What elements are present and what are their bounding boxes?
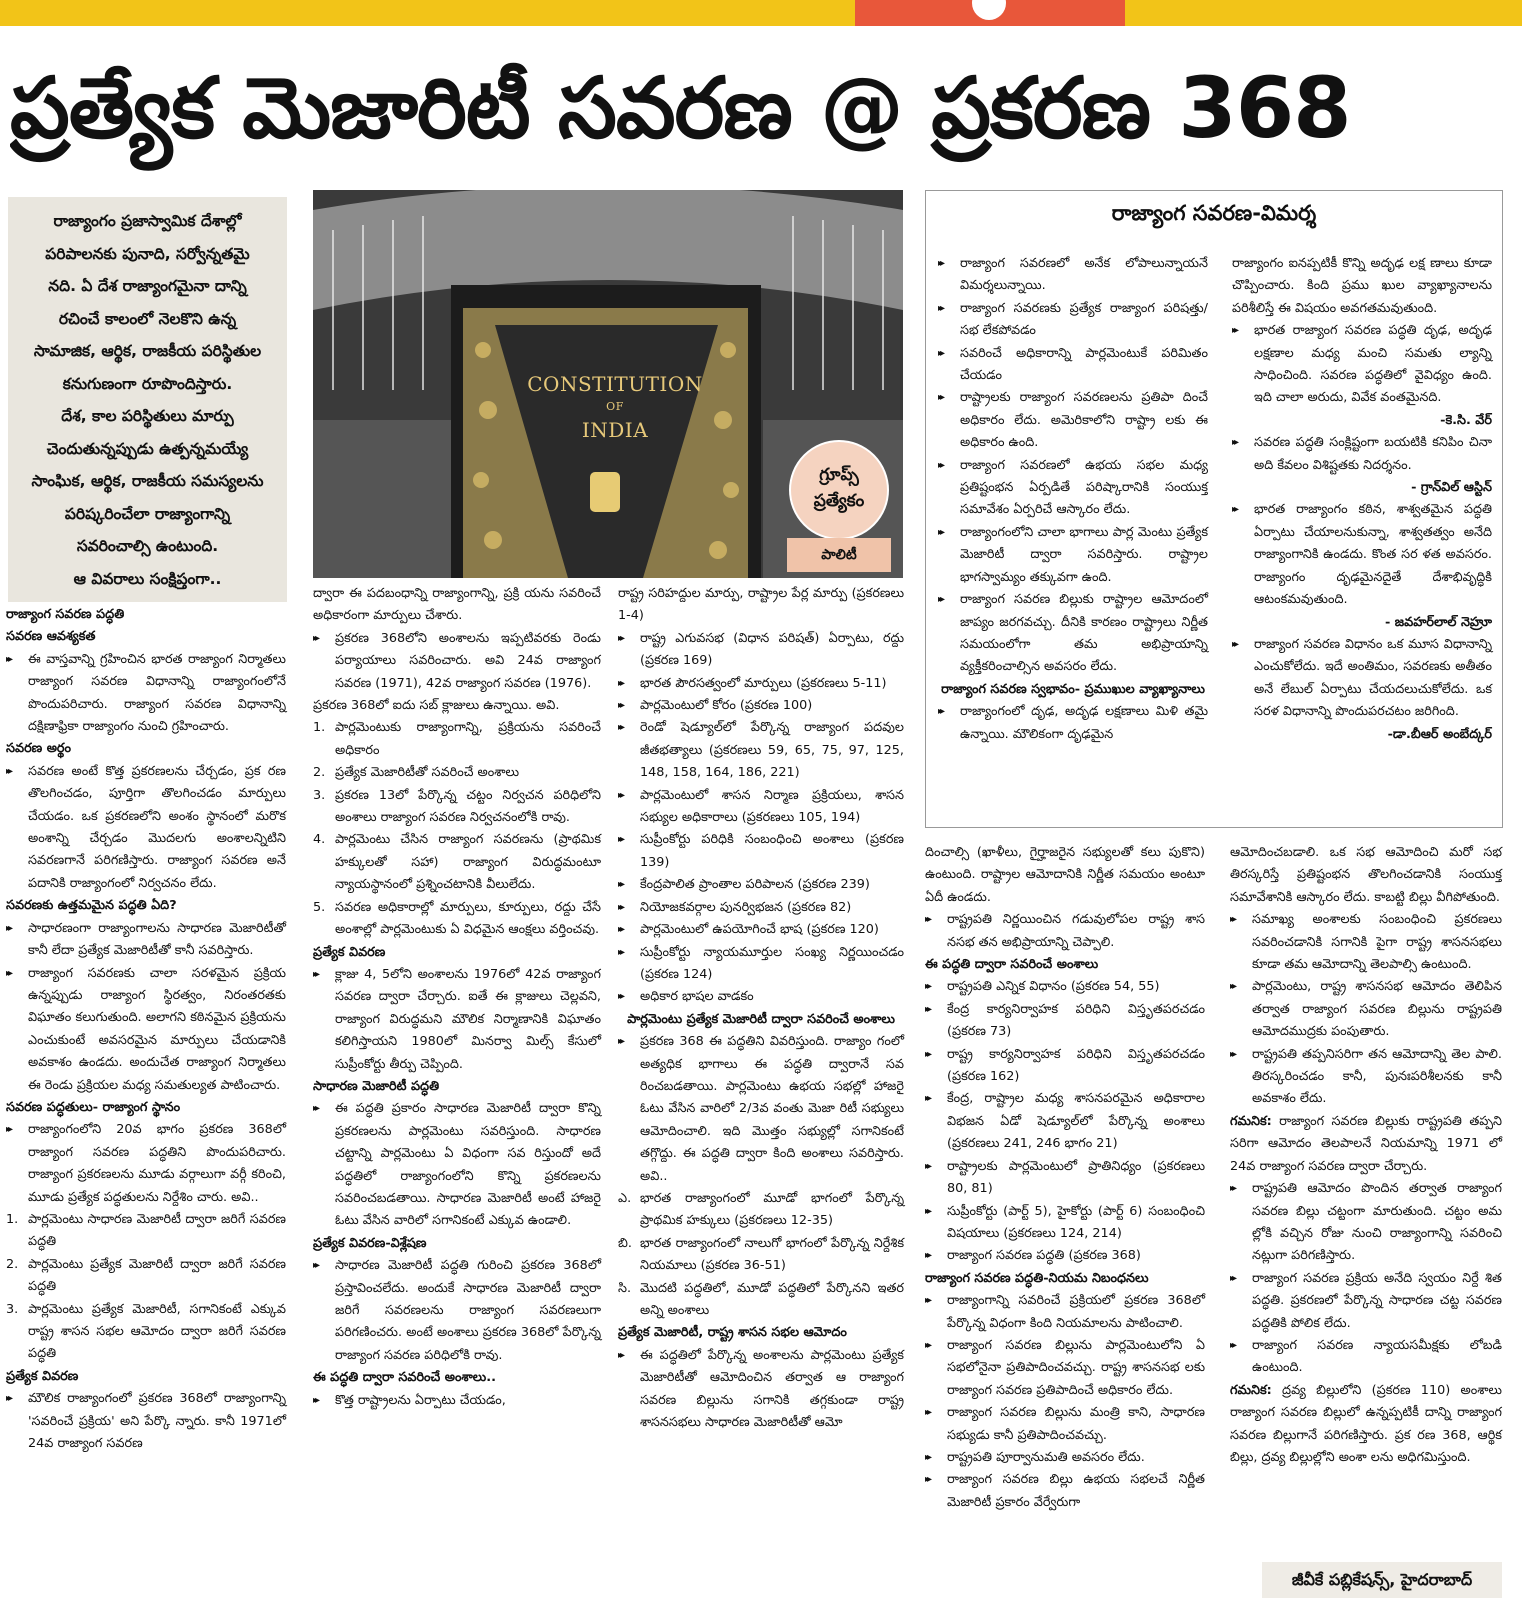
bullet-paragraph: ▸▸ క్లాజు 4, 5లోని అంశాలను 1976లో 42వ రాజ్యాంగ సవరణ ద్వారా చేర్చారు. ఐతే ఈ క్లాజులు చెల్లవని, రాజ్యాంగ విరుద్ధమని మౌలిక నిర్మాణానికి విఘాతం కలిగిస్తాయని 1980లో మినర్వా మిల్స్ కేసులో సుప్రీంకోర్టు తీర్పు చెప్పింది.: [313, 964, 601, 1076]
numbered-item: [313, 829, 601, 896]
bullet-paragraph: ▸▸ సాధారణ మెజారిటీ పద్ధతి గురించి ప్రకరణ 368లో ప్రస్తావించలేదు. అందుకే సాధారణ మెజారిటీ ద్వారా జరిగే సవరణలను రాజ్యాంగ సవరణలుగా పరిగణించరు. అంటే అంశాలు ప్రకరణ 368లో పేర్కొన్న రాజ్యాంగ సవరణ పరిధిలోకి రావు.: [313, 1255, 601, 1367]
bullet-paragraph: ▸▸ సవరణ అంటే కొత్త ప్రకరణలను చేర్చడం, ప్రక రణ తొలగించడం, పూర్తిగా తొలగించడం మార్పులు చేయడం. ఒక ప్రకరణలోని అంశం స్థానంలో మరొక అంశాన్ని చేర్చడం మొదలగు అంశాలన్నిటిని సవరణగానే పరిగణిస్తారు. రాజ్యాంగ సవరణ అనే పదానికి రాజ్యాంగంలో నిర్వచనం లేదు.: [6, 761, 286, 895]
publisher-credit: జీవీకే పబ్లికేషన్స్, హైదరాబాద్: [1262, 1562, 1502, 1598]
bullet-paragraph: ▸▸ భారత రాజ్యాంగ సవరణ పద్ధతి దృఢ, అదృఢ లక్షణాల మధ్య మంచి సమతు ల్యాన్ని సాధించింది. సవరణ పద్ధతిలో వైవిధ్యం ఉంది. ఇది చాలా అరుదు, వివేక వంతమైనది.: [1232, 320, 1492, 410]
intro-line: కనుగుణంగా రూపొందిస్తారు.: [62, 374, 233, 393]
section-heading-centered: రాజ్యాంగ సవరణ స్వభావం- ప్రముఖుల వ్యాఖ్యానాలు: [941, 681, 1205, 697]
bullet-paragraph: ▸▸ రాష్ట్ర ఎగువసభ (విధాన పరిషత్) ఏర్పాటు, రద్దు (ప్రకరణ 169): [618, 628, 904, 673]
item-number: సి.: [618, 1280, 632, 1296]
bullet-paragraph: ▸▸ అధికార భాషల వాడకం: [618, 986, 904, 1008]
item-number: 2.: [313, 765, 326, 781]
quote-attribution: - జవహర్‌లాల్ నెహ్రూ: [1384, 614, 1492, 630]
bullet-paragraph: ▸▸ కొత్త రాష్ట్రాలను ఏర్పాటు చేయడం,: [313, 1390, 601, 1412]
item-number: 2.: [6, 1256, 19, 1272]
paragraph: ఆమోదించబడాలి. ఒక సభ ఆమోదించి మరో సభ తిరస్కరిస్తే ప్రతిష్టంభన తొలగించడానికి సంయుక్త సమావేశానికి ఆస్కారం లేదు. కాబట్టి బిల్లు వీగిపోతుంది.: [1230, 845, 1502, 905]
bullet-paragraph: ▸▸ రాజ్యాంగ సవరణ బిల్లు ఉభయ సభలచే నిర్ణీత మెజారిటీ ప్రకారం వేర్వేరుగా: [925, 1469, 1205, 1514]
column-3: [618, 583, 904, 1434]
item-text: ప్రకరణ 13లో పేర్కొన్న చట్టం నిర్వచన పరిధిలోని అంశాలు రాజ్యాంగ సవరణ నిర్వచనంలోకి రావు.: [335, 787, 601, 826]
paragraph: దించాల్సి (ఖాళీలు, గైర్హాజరైన సభ్యులతో కలు పుకొని) ఉంటుంది. రాష్ట్రాల ఆమోదానికి నిర్ణీత సమయం అంటూ ఏదీ ఉండదు.: [925, 845, 1205, 905]
section-heading: సవరణ అర్థం: [6, 741, 72, 757]
section-heading: ప్రత్యేక మెజారిటీ, రాష్ట్ర శాసన సభల ఆమోదం: [618, 1325, 847, 1341]
intro-line: సామాజిక, ఆర్థిక, రాజకీయ పరిస్థితుల: [33, 342, 262, 360]
section-heading: సవరణ ఆవశ్యకత: [6, 629, 96, 645]
bullet-paragraph: ▸▸ రాజ్యాంగ సవరణలో ఉభయ సభల మధ్య ప్రతిష్టంభన ఏర్పడితే పరిష్కారానికి సంయుక్త సమావేశం ఏర్పరిచే ఆస్కారం లేదు.: [938, 455, 1208, 522]
note-label: గమనిక:: [1230, 1382, 1272, 1398]
bullet-paragraph: ▸▸ రాష్ట్రాలకు పార్లమెంటులో ప్రాతినిధ్యం (ప్రకరణలు 80, 81): [925, 1156, 1205, 1201]
numbered-item: [6, 1254, 286, 1299]
item-number: 1.: [6, 1211, 19, 1227]
section-heading-centered: పార్లమెంటు ప్రత్యేక మెజారిటీ ద్వారా సవరించే అంశాలు: [627, 1011, 895, 1027]
bullet-paragraph: ▸▸ సమాఖ్య అంశాలకు సంబంధించి ప్రకరణలు సవరించడానికి సగానికి పైగా రాష్ట్ర శాసనసభలు కూడా తమ ఆమోదాన్ని తెలపాల్సి ఉంటుంది.: [1230, 909, 1502, 976]
section-heading: సవరణకు ఉత్తమమైన పద్ధతి ఏది?: [6, 898, 177, 914]
book-title-line3: INDIA: [581, 418, 649, 442]
item-number: ఎ.: [618, 1190, 632, 1206]
box-column-right: [1232, 253, 1492, 746]
section-heading: సాధారణ మెజారిటీ పద్ధతి: [313, 1078, 440, 1094]
book-title-line1: CONSTITUTION: [527, 372, 703, 396]
bullet-paragraph: ▸▸ నియోజకవర్గాల పునర్విభజన (ప్రకరణ 82): [618, 897, 904, 919]
bullet-paragraph: ▸▸ రాష్ట్రపతి తప్పనిసరిగా తన ఆమోదాన్ని తెల పాలి. తిరస్కరించడం కానీ, పునఃపరిశీలనకు కానీ అవకాశం లేదు.: [1230, 1044, 1502, 1111]
badge-line2: ప్రత్యేకం: [813, 491, 865, 511]
item-text: పార్లమెంటు ప్రత్యేక మెజారిటీ ద్వారా జరిగే సవరణ పద్ధతి: [28, 1256, 286, 1295]
numbered-item: [313, 762, 601, 784]
intro-line: నది. ఏ దేశ రాజ్యాంగమైనా దాన్ని: [48, 277, 247, 295]
intro-line: రాజ్యాంగం ప్రజాస్వామిక దేశాల్లో: [53, 212, 242, 230]
paragraph: రాష్ట్ర సరిహద్దుల మార్పు, రాష్ట్రాల పేర్ల మార్పు (ప్రకరణలు 1-4): [618, 586, 904, 624]
bullet-paragraph: ▸▸ ప్రకరణ 368లోని అంశాలను ఇప్పటివరకు రెండు పర్యాయాలు సవరించారు. అవి 24వ రాజ్యాంగ సవరణ (1971), 42వ రాజ్యాంగ సవరణ (1976).: [313, 628, 601, 695]
item-text: భారత రాజ్యాంగంలో నాలుగో భాగంలో పేర్కొన్న నిర్దేశిక నియమాలు (ప్రకరణ 36-51): [640, 1235, 904, 1274]
box-column-left: [938, 253, 1208, 746]
bullet-paragraph: ▸▸ రాజ్యాంగ సవరణలో అనేక లోపాలున్నాయనే విమర్శలున్నాయి.: [938, 253, 1208, 298]
item-number: 3.: [6, 1301, 19, 1317]
bullet-paragraph: ▸▸ రెండో షెడ్యూల్‌లో పేర్కొన్న రాజ్యాంగ పదవుల జీతభత్యాలు (ప్రకరణలు 59, 65, 75, 97, 125, 148, 158, 164, 186, 221): [618, 717, 904, 784]
bullet-paragraph: ▸▸ పార్లమెంటు, రాష్ట్ర శాసనసభ ఆమోదం తెలిపిన తర్వాత రాజ్యాంగ సవరణ బిల్లును రాష్ట్రపతి ఆమోదముద్రకు పంపుతారు.: [1230, 976, 1502, 1043]
bullet-paragraph: ▸▸ రాజ్యాంగ సవరణ బిల్లును పార్లమెంటులోని ఏ సభలోనైనా ప్రతిపాదించవచ్చు. రాష్ట్ర శాసనసభ లకు రాజ్యాంగ సవరణ ప్రతిపాదించే అధికారం లేదు.: [925, 1335, 1205, 1402]
numbered-item: [618, 1188, 904, 1233]
item-text: పార్లమెంటు సాధారణ మెజారిటీ ద్వారా జరిగే సవరణ పద్ధతి: [28, 1211, 286, 1250]
bullet-paragraph: ▸▸ రాజ్యాంగ సవరణ ప్రక్రియ అనేది స్వయం నిర్దే శిత పద్ధతి. ప్రకరణలో పేర్కొన్న సాధారణ చట్ట సవరణ పద్ధతికి పోలిక లేదు.: [1230, 1268, 1502, 1335]
top-color-bar: [0, 0, 1522, 26]
bullet-paragraph: ▸▸ పార్లమెంటులో ఉపయోగించే భాష (ప్రకరణ 120): [618, 919, 904, 941]
note-paragraph: [1230, 1111, 1502, 1178]
item-number: 5.: [313, 899, 326, 915]
bullet-paragraph: ▸▸ పార్లమెంటులో శాసన నిర్మాణ ప్రక్రియలు, శాసన సభ్యుల అధికారాలు (ప్రకరణలు 105, 194): [618, 785, 904, 830]
bullet-paragraph: ▸▸ ప్రకరణ 368 ఈ పద్ధతిని వివరిస్తుంది. రాజ్యాం గంలో అత్యధిక భాగాలు ఈ పద్ధతి ద్వారానే సవ రించబడతాయి. పార్లమెంటు ఉభయ సభల్లో హాజరై ఓటు వేసిన వారిలో 2/3వ వంతు మెజా రిటీ సభ్యులు ఆమోదించాలి. ఇది మొత్తం సభ్యుల్లో సగానికంటే తగ్గొద్దు. ఈ పద్ధతి ద్వారా కింది అంశాలు సవరిస్తారు. అవి..: [618, 1031, 904, 1188]
column-6: [1230, 842, 1502, 1469]
bullet-paragraph: ▸▸ సుప్రీంకోర్టు (పార్ట్ 5), హైకోర్టు (పార్ట్ 6) సంబంధించి విషయాలు (ప్రకరణలు 124, 214): [925, 1201, 1205, 1246]
item-text: పార్లమెంటు చేసిన రాజ్యాంగ సవరణను (ప్రాథమిక హక్కులతో సహా) రాజ్యాంగ విరుద్ధమంటూ న్యాయస్థానంలో ప్రశ్నించటానికి వీలులేదు.: [335, 832, 601, 893]
numbered-item: [6, 1299, 286, 1366]
note-paragraph: [1230, 1380, 1502, 1470]
column-5: [925, 842, 1205, 1514]
quote-attribution: -కె.సి. వేర్: [1440, 412, 1492, 428]
intro-line: రచించే కాలంలో నెలకొని ఉన్న: [58, 309, 237, 328]
bullet-paragraph: ▸▸ సవరించే అధికారాన్ని పార్లమెంటుకే పరిమితం చేయడం: [938, 343, 1208, 388]
bullet-paragraph: ▸▸ సుప్రీంకోర్టు పరిధికి సంబంధించి అంశాలు (ప్రకరణ 139): [618, 829, 904, 874]
bullet-paragraph: ▸▸ రాజ్యాంగ సవరణ విధానం ఒక మూస విధానాన్ని ఎంచుకోలేదు. ఇదే అంతిమం, సవరణకు అతీతం అనే లేబుల్ ఏర్పాటు చేయదలుచుకోలేదు. ఒక సరళ విధానాన్ని పొందుపరచటం జరిగింది.: [1232, 634, 1492, 724]
bullet-paragraph: ▸▸ రాష్ట్రపతి నిర్ణయించిన గడువులోపల రాష్ట్ర శాస నసభ తన అభిప్రాయాన్ని చెప్పాలి.: [925, 909, 1205, 954]
intro-box: [8, 197, 287, 602]
bullet-paragraph: ▸▸ రాజ్యాంగ సవరణ పద్ధతి (ప్రకరణ 368): [925, 1245, 1205, 1267]
bullet-paragraph: ▸▸ రాష్ట్ర కార్యనిర్వాహక పరిధిని విస్తృతపరచడం (ప్రకరణ 162): [925, 1044, 1205, 1089]
intro-line: దేశ, కాల పరిస్థితులు మార్పు: [61, 407, 234, 425]
bullet-paragraph: ▸▸ ఈ వాస్తవాన్ని గ్రహించిన భారత రాజ్యాంగ నిర్మాతలు రాజ్యాంగ సవరణ విధానాన్ని రాజ్యాంగంలోనే పొందుపరిచారు. రాజ్యాంగ సవరణ విధానాన్ని దక్షిణాఫ్రికా రాజ్యాంగం నుంచి గ్రహించారు.: [6, 649, 286, 739]
item-number: 3.: [313, 787, 326, 803]
item-number: 4.: [313, 832, 326, 848]
bullet-paragraph: ▸▸ రాష్ట్రపతి పూర్వానుమతి అవసరం లేదు.: [925, 1447, 1205, 1469]
bullet-paragraph: ▸▸ రాజ్యాంగంలోని 20వ భాగం ప్రకరణ 368లో రాజ్యాంగ సవరణ పద్ధతిని పొందుపరిచారు. రాజ్యాంగ ప్రకరణలను మూడు వర్గాలుగా వర్గీ కరించి, మూడు ప్రత్యేక పద్ధతులను నిర్దేశిం చారు. అవి..: [6, 1119, 286, 1209]
section-heading: ఈ పద్ధతి ద్వారా సవరించే అంశాలు: [925, 957, 1099, 973]
bullet-paragraph: ▸▸ పార్లమెంటులో కోరం (ప్రకరణ 100): [618, 695, 904, 717]
box-title: రాజ్యాంగ సవరణ-విమర్శ: [1111, 201, 1317, 225]
item-text: మొదటి పద్ధతిలో, మూడో పద్ధతిలో పేర్కొనని ఇతర అన్ని అంశాలు: [640, 1280, 904, 1318]
quote-attribution: -డా.బీఆర్ అంబేద్కర్: [1387, 726, 1492, 742]
bullet-paragraph: ▸▸ రాజ్యాంగ సవరణకు ప్రత్యేక రాజ్యాంగ పరిషత్తు/సభ లేకపోవడం: [938, 298, 1208, 343]
bullet-paragraph: ▸▸ రాజ్యాంగ సవరణకు చాలా సరళమైన ప్రక్రియ ఉన్నప్పుడు రాజ్యాంగ స్థిరత్వం, నిరంతరతకు విఘాతం కలుగుతుంది. అలాగని కఠినమైన ప్రక్రియను ఎంచుకుంటే అవసరమైన మార్పులు చేయడానికి అవకాశం ఉండదు. అందుచేత రాజ్యాంగ నిర్మాతలు ఈ రెండు ప్రక్రియల మధ్య సమతుల్యత పాటించారు.: [6, 963, 286, 1097]
numbered-item: [313, 717, 601, 762]
bullet-paragraph: ▸▸ రాజ్యాంగ సవరణ న్యాయసమీక్షకు లోబడి ఉంటుంది.: [1230, 1335, 1502, 1380]
section-heading: రాజ్యాంగ సవరణ పద్ధతి-నియమ నిబంధనలు: [925, 1270, 1149, 1286]
numbered-item: [313, 897, 601, 942]
badge-label: పాలిటీ: [787, 538, 891, 572]
item-number: బి.: [618, 1235, 632, 1251]
section-heading: సవరణ పద్ధతులు- రాజ్యాంగ స్థానం: [6, 1099, 181, 1115]
intro-line: ఆ వివరాలు సంక్షిప్తంగా..: [73, 569, 222, 588]
column-1: [6, 604, 286, 1455]
item-text: పార్లమెంటు ప్రత్యేక మెజారిటీ, సగానికంటే ఎక్కువ రాష్ట్ర శాసన సభల ఆమోదం ద్వారా జరిగే సవరణ పద్ధతి: [28, 1301, 286, 1362]
section-heading: ప్రత్యేక వివరణ: [6, 1368, 79, 1384]
column-2: [313, 583, 601, 1412]
bullet-paragraph: ▸▸ సుప్రీంకోర్టు న్యాయమూర్తుల సంఖ్య నిర్ణయించడం (ప్రకరణ 124): [618, 942, 904, 987]
headline: ప్రత్యేక మెజారిటీ సవరణ @ ప్రకరణ 368: [10, 59, 1351, 157]
item-text: సవరణ అధికారాల్లో మార్పులు, కూర్పులు, రద్దు చేసే అంశాల్లో పార్లమెంటుకు ఏ విధమైన ఆంక్షలు వర్తించవు.: [335, 899, 601, 938]
section-heading: ప్రత్యేక వివరణ-విశ్లేషణ: [313, 1235, 427, 1251]
intro-line: పరిపాలనకు పునాది, సర్వోన్నతమై: [45, 244, 250, 263]
intro-line: సవరించాల్సి ఉంటుంది.: [76, 537, 219, 555]
intro-line: సాంఘిక, ఆర్థిక, రాజకీయ సమస్యలను: [31, 472, 264, 490]
numbered-item: [6, 1209, 286, 1254]
quote-attribution: - గ్రాన్‌విల్ ఆస్టిన్: [1411, 480, 1492, 496]
bullet-paragraph: ▸▸ కేంద్ర కార్యనిర్వాహక పరిధిని విస్తృతపరచడం (ప్రకరణ 73): [925, 999, 1205, 1044]
item-text: రాజ్యాంగ సవరణ బిల్లుకు రాష్ట్రపతి తప్పని సరిగా ఆమోదం తెలపాలనే నియమాన్ని 1971 లో 24వ రాజ్యాంగ సవరణ ద్వారా చేర్చారు.: [1230, 1113, 1502, 1174]
bullet-paragraph: ▸▸ రాజ్యాంగంలోని చాలా భాగాలు పార్ల మెంటు ప్రత్యేక మెజారిటీ ద్వారా సవరిస్తారు. రాష్ట్రాల భాగస్వామ్యం తక్కువగా ఉంది.: [938, 522, 1208, 589]
bullet-paragraph: ▸▸ సాధారణంగా రాజ్యాంగాలను సాధారణ మెజారిటీతో కానీ లేదా ప్రత్యేక మెజారిటీతో కానీ సవరిస్తారు.: [6, 918, 286, 963]
numbered-item: [313, 785, 601, 830]
bullet-paragraph: ▸▸ కేంద్రపాలిత ప్రాంతాల పరిపాలన (ప్రకరణ 239): [618, 874, 904, 896]
bullet-paragraph: ▸▸ రాష్ట్రపతి ఎన్నిక విధానం (ప్రకరణ 54, 55): [925, 976, 1205, 998]
intro-line: చెందుతున్నప్పుడు ఉత్పన్నమయ్యే: [46, 439, 249, 458]
item-text: ద్రవ్య బిల్లులోని (ప్రకరణ 110) అంశాలు రాజ్యాంగ సవరణ బిల్లులో ఉన్నప్పటికీ దాన్ని రాజ్యాంగ సవరణ బిల్లుగానే పరిగణిస్తారు. ప్రక రణ 368, ఆర్థిక బిల్లు, ద్రవ్య బిల్లుల్లోని అంశా లను అధిగమిస్తుంది.: [1230, 1382, 1502, 1465]
bullet-paragraph: ▸▸ రాజ్యాంగ సవరణ బిల్లుకు రాష్ట్రాల ఆమోదంలో జాప్యం జరగవచ్చు. దీనికి కారణం రాష్ట్రాలు నిర్ణీత సమయంలోగా తమ అభిప్రాయాన్ని వ్యక్తీకరించాల్సిన అవసరం లేదు.: [938, 589, 1208, 679]
paragraph: ద్వారా ఈ పదబంధాన్ని రాజ్యాంగాన్ని, ప్రక్రి యను సవరించే అధికారంగా మార్పులు చేశారు.: [313, 586, 601, 624]
bullet-paragraph: ▸▸ రాష్ట్రపతి ఆమోదం పొందిన తర్వాత రాజ్యాంగ సవరణ బిల్లు చట్టంగా మారుతుంది. చట్టం అమ ల్లోకి వచ్చిన రోజు నుంచి రాజ్యాంగాన్ని సవరించి నట్లుగా పరిగణిస్తారు.: [1230, 1178, 1502, 1268]
book-title: [525, 370, 705, 444]
item-text: భారత రాజ్యాంగంలో మూడో భాగంలో పేర్కొన్న ప్రాథమిక హక్కులు (ప్రకరణలు 12-35): [640, 1190, 904, 1229]
bullet-paragraph: ▸▸ భారత రాజ్యాంగం కఠిన, శాశ్వతమైన పద్ధతి ఏర్పాటు చేయాలనుకున్నా, శాశ్వతత్వం అనేది రాజ్యాంగానికి ఉండదు. కొంత సర ళత అవసరం. రాజ్యాంగం దృఢమైనదైతే దేశాభివృద్ధికి ఆటంకమవుతుంది.: [1232, 499, 1492, 611]
bullet-paragraph: ▸▸ సవరణ పద్ధతి సంక్లిష్టంగా బయటికి కనిపిం చినా అది కేవలం విశిష్టతకు నిదర్శనం.: [1232, 432, 1492, 477]
section-heading: ఈ పద్ధతి ద్వారా సవరించే అంశాలు..: [313, 1370, 496, 1386]
badge-disc: [789, 440, 889, 540]
book-title-line2: OF: [606, 400, 624, 413]
bullet-paragraph: ▸▸ మౌలిక రాజ్యాంగంలో ప్రకరణ 368లో రాజ్యాంగాన్ని 'సవరించే ప్రక్రియ' అని పేర్కొ న్నారు. కానీ 1971లో 24వ రాజ్యాంగ సవరణ: [6, 1388, 286, 1455]
paragraph: రాజ్యాంగం ఐనప్పటికీ కొన్ని అదృఢ లక్ష ణాలు కూడా చొప్పించారు. కింది ప్రము ఖుల వ్యాఖ్యానాలను పరిశీలిస్తే ఈ విషయం అవగతమవుతుంది.: [1232, 256, 1492, 316]
item-number: 1.: [313, 720, 326, 736]
badge-line1: గ్రూప్స్: [819, 465, 859, 485]
bullet-paragraph: ▸▸ రాష్ట్రాలకు రాజ్యాంగ సవరణలను ప్రతిపా దించే అధికారం లేదు. అమెరికాలోని రాష్ట్రా లకు ఈ అధికారం ఉంది.: [938, 387, 1208, 454]
bullet-paragraph: ▸▸ ఈ పద్ధతి ప్రకారం సాధారణ మెజారిటీ ద్వారా కొన్ని ప్రకరణలను పార్లమెంటు సవరిస్తుంది. సాధారణ చట్టాన్ని పార్లమెంటు ఏ విధంగా సవ రిస్తుందో అదే పద్ధతిలో రాజ్యాంగంలోని కొన్ని ప్రకరణలను సవరించబడతాయి. సాధారణ మెజారిటీ అంటే హాజరై ఓటు వేసిన వారిలో సగానికంటే ఎక్కువ ఉండాలి.: [313, 1098, 601, 1232]
bullet-paragraph: ▸▸ రాజ్యాంగ సవరణ బిల్లును మంత్రి కాని, సాధారణ సభ్యుడు కానీ ప్రతిపాదించవచ్చు.: [925, 1402, 1205, 1447]
bullet-paragraph: ▸▸ రాజ్యాంగాన్ని సవరించే ప్రక్రియలో ప్రకరణ 368లో పేర్కొన్న విధంగా కింది నియమాలను పాటించాలి.: [925, 1290, 1205, 1335]
bullet-paragraph: ▸▸ భారత పౌరసత్వంలో మార్పులు (ప్రకరణలు 5-11): [618, 673, 904, 695]
section-heading: రాజ్యాంగ సవరణ పద్ధతి: [6, 607, 125, 622]
paragraph: ప్రకరణ 368లో ఐదు సబ్ క్లాజులు ఉన్నాయి. అవి.: [313, 698, 560, 714]
section-heading: ప్రత్యేక వివరణ: [313, 944, 386, 960]
numbered-item: [618, 1233, 904, 1278]
bullet-paragraph: ▸▸ కేంద్ర, రాష్ట్రాల మధ్య శాసనపరమైన అధికారాల విభజన ఏడో షెడ్యూల్‌లో పేర్కొన్న అంశాలు (ప్రకరణలు 241, 246 భాగం 21): [925, 1088, 1205, 1155]
item-text: ప్రత్యేక మెజారిటీతో సవరించే అంశాలు: [335, 765, 520, 781]
note-label: గమనిక:: [1230, 1113, 1272, 1129]
groups-badge: [787, 440, 891, 575]
item-text: పార్లమెంటుకు రాజ్యాంగాన్ని, ప్రక్రియను సవరించే అధికారం: [335, 720, 601, 758]
bullet-paragraph: ▸▸ రాజ్యాంగంలో దృఢ, అదృఢ లక్షణాలు మిళి తమై ఉన్నాయి. మౌలికంగా దృఢమైన: [938, 701, 1208, 746]
intro-line: పరిష్కరించేలా రాజ్యాంగాన్ని: [64, 504, 231, 523]
bullet-paragraph: ▸▸ ఈ పద్ధతిలో పేర్కొన్న అంశాలను పార్లమెంటు ప్రత్యేక మెజారిటీతో ఆమోదించిన తర్వాత ఆ రాజ్యాంగ సవరణ బిల్లును సగానికి తగ్గకుండా రాష్ట్ర శాసనసభలు సాధారణ మెజారిటీతో ఆమో: [618, 1345, 904, 1435]
numbered-item: [618, 1278, 904, 1323]
